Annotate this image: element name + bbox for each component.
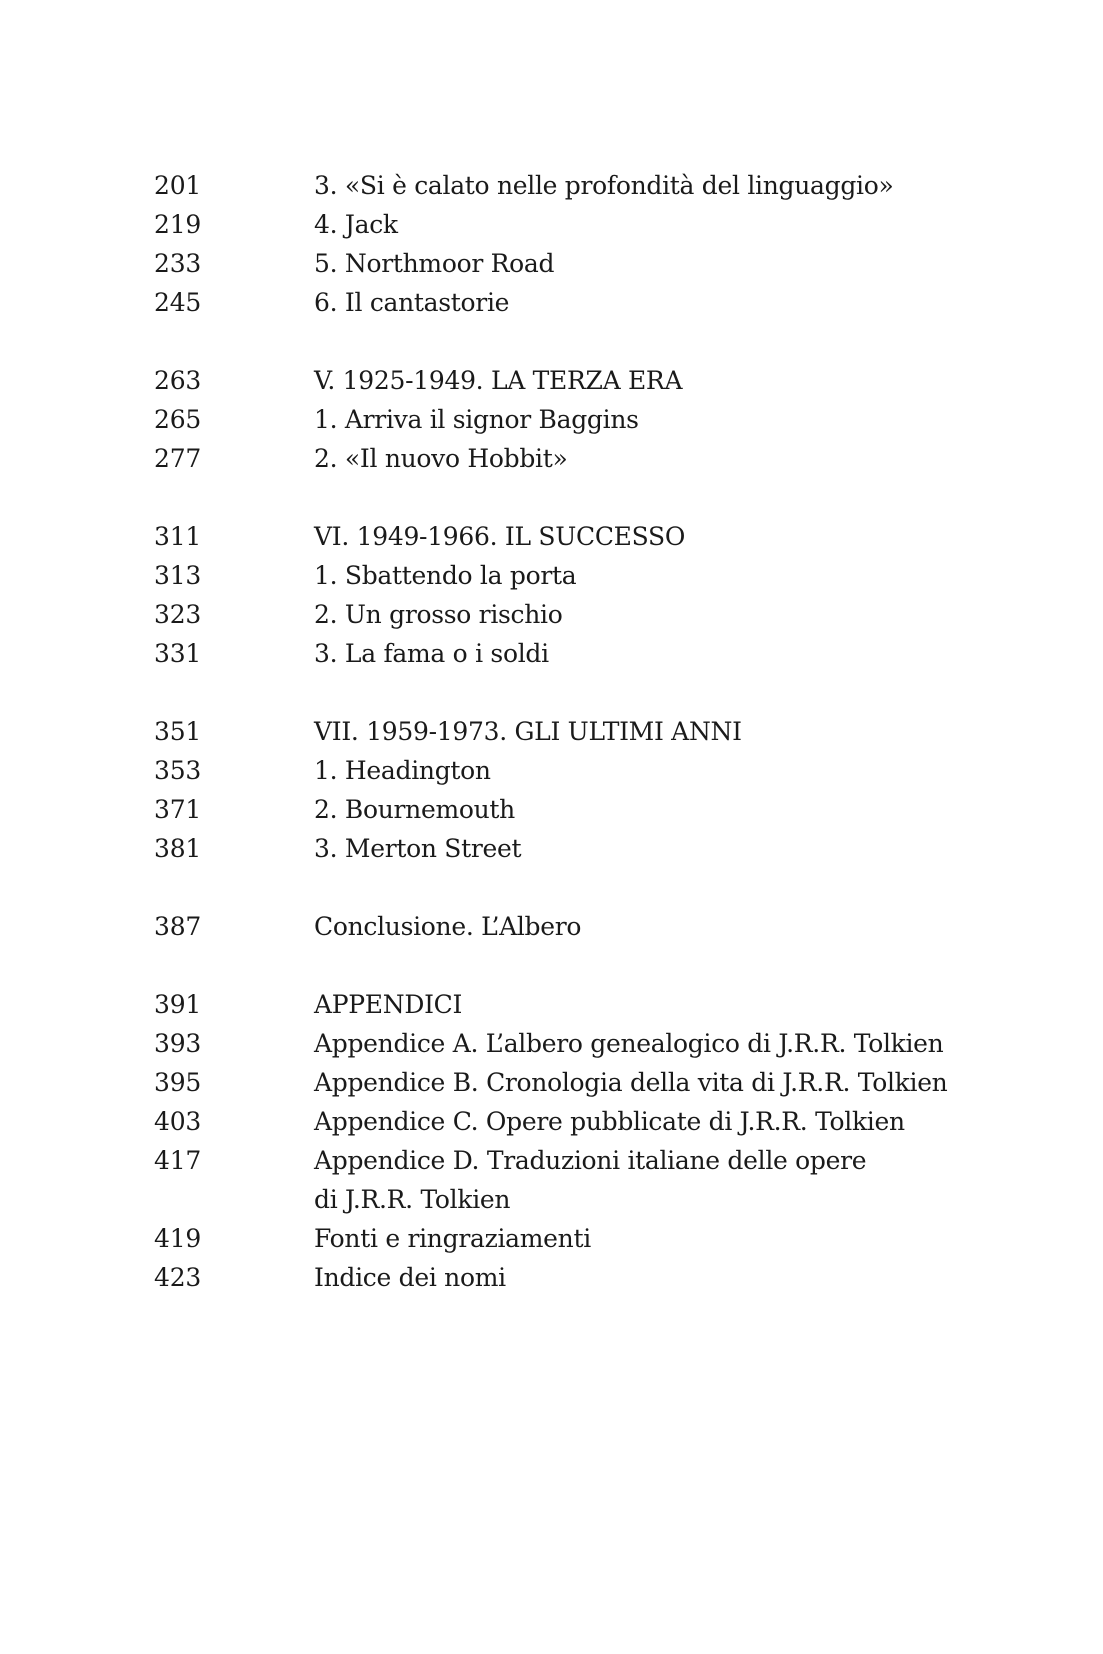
toc-group <box>0 985 1103 1297</box>
toc-page-number: 351 <box>154 717 202 746</box>
toc-entry <box>0 790 1103 829</box>
toc-page-number: 265 <box>154 405 202 434</box>
toc-entry-title-line1: Appendice D. Traduzioni italiane delle opere <box>314 1146 867 1175</box>
toc-page-number: 371 <box>154 795 202 824</box>
toc-entry-title: VII. 1959-1973. GLI ULTIMI ANNI <box>314 717 742 746</box>
toc-page-number: 245 <box>154 288 202 317</box>
toc-entry <box>0 400 1103 439</box>
toc-page-number: 201 <box>154 171 202 200</box>
toc-entry-title <box>314 1141 994 1219</box>
toc-entry <box>0 166 1103 205</box>
toc-entry <box>0 1258 1103 1297</box>
toc-page-number: 323 <box>154 600 202 629</box>
toc-entry-title: 2. «Il nuovo Hobbit» <box>314 444 568 473</box>
toc-page-number: 313 <box>154 561 202 590</box>
toc-entry <box>0 907 1103 946</box>
toc-entry <box>0 829 1103 868</box>
toc-entry-title: Indice dei nomi <box>314 1263 506 1292</box>
toc-entry <box>0 595 1103 634</box>
toc-page-number: 391 <box>154 990 202 1019</box>
toc-entry-title: Appendice B. Cronologia della vita di J.R.R. Tolkien <box>314 1068 948 1097</box>
toc-page-number: 263 <box>154 366 202 395</box>
toc-page-number: 353 <box>154 756 202 785</box>
toc-entry-title: 1. Arriva il signor Baggins <box>314 405 639 434</box>
toc-page-number: 219 <box>154 210 202 239</box>
toc-page-number: 331 <box>154 639 202 668</box>
toc-entry <box>0 244 1103 283</box>
toc-entry <box>0 439 1103 478</box>
toc-entry-title: 3. Merton Street <box>314 834 522 863</box>
toc-entry <box>0 751 1103 790</box>
toc-entry <box>0 1024 1103 1063</box>
toc-section-heading <box>0 517 1103 556</box>
toc-group <box>0 361 1103 478</box>
toc-entry-title: 2. Bournemouth <box>314 795 515 824</box>
toc-entry-title: Conclusione. L’Albero <box>314 912 582 941</box>
toc-entry-title: 2. Un grosso rischio <box>314 600 563 629</box>
toc-page-number: 395 <box>154 1068 202 1097</box>
toc-entry <box>0 1063 1103 1102</box>
toc-entry-title: 3. «Si è calato nelle profondità del linguaggio» <box>314 171 894 200</box>
toc-entry-title: APPENDICI <box>314 990 463 1019</box>
toc-entry <box>0 1102 1103 1141</box>
toc-entry-title: VI. 1949-1966. IL SUCCESSO <box>314 522 686 551</box>
toc-entry-title: 1. Sbattendo la porta <box>314 561 577 590</box>
toc-group <box>0 907 1103 946</box>
toc-page-number: 417 <box>154 1146 202 1175</box>
toc-entry <box>0 1219 1103 1258</box>
toc-page-number: 403 <box>154 1107 202 1136</box>
toc-page-number: 381 <box>154 834 202 863</box>
toc-entry-title: Appendice A. L’albero genealogico di J.R.R. Tolkien <box>314 1029 944 1058</box>
toc-page-number: 423 <box>154 1263 202 1292</box>
toc-page-number: 233 <box>154 249 202 278</box>
toc-section-heading <box>0 985 1103 1024</box>
toc-section-heading <box>0 361 1103 400</box>
toc-entry-title: 4. Jack <box>314 210 398 239</box>
toc-entry <box>0 634 1103 673</box>
toc-group <box>0 166 1103 322</box>
toc-page-number: 277 <box>154 444 202 473</box>
toc-entry-title: 1. Headington <box>314 756 491 785</box>
toc-group <box>0 517 1103 673</box>
toc-page-number: 393 <box>154 1029 202 1058</box>
toc-entry <box>0 556 1103 595</box>
toc-entry <box>0 205 1103 244</box>
toc-entry-title: 3. La fama o i soldi <box>314 639 549 668</box>
toc-entry-title: Appendice C. Opere pubblicate di J.R.R. Tolkien <box>314 1107 905 1136</box>
toc-page-number: 387 <box>154 912 202 941</box>
toc-group <box>0 712 1103 868</box>
toc-entry-title: V. 1925-1949. LA TERZA ERA <box>314 366 683 395</box>
toc-entry-title: 6. Il cantastorie <box>314 288 510 317</box>
toc-entry-title: 5. Northmoor Road <box>314 249 555 278</box>
toc-entry <box>0 283 1103 322</box>
toc-page-number: 419 <box>154 1224 202 1253</box>
table-of-contents <box>0 166 1103 1336</box>
toc-entry-title-line2: di J.R.R. Tolkien <box>314 1185 511 1214</box>
toc-entry <box>0 1141 1103 1219</box>
toc-section-heading <box>0 712 1103 751</box>
toc-page-number: 311 <box>154 522 202 551</box>
toc-entry-title: Fonti e ringraziamenti <box>314 1224 591 1253</box>
